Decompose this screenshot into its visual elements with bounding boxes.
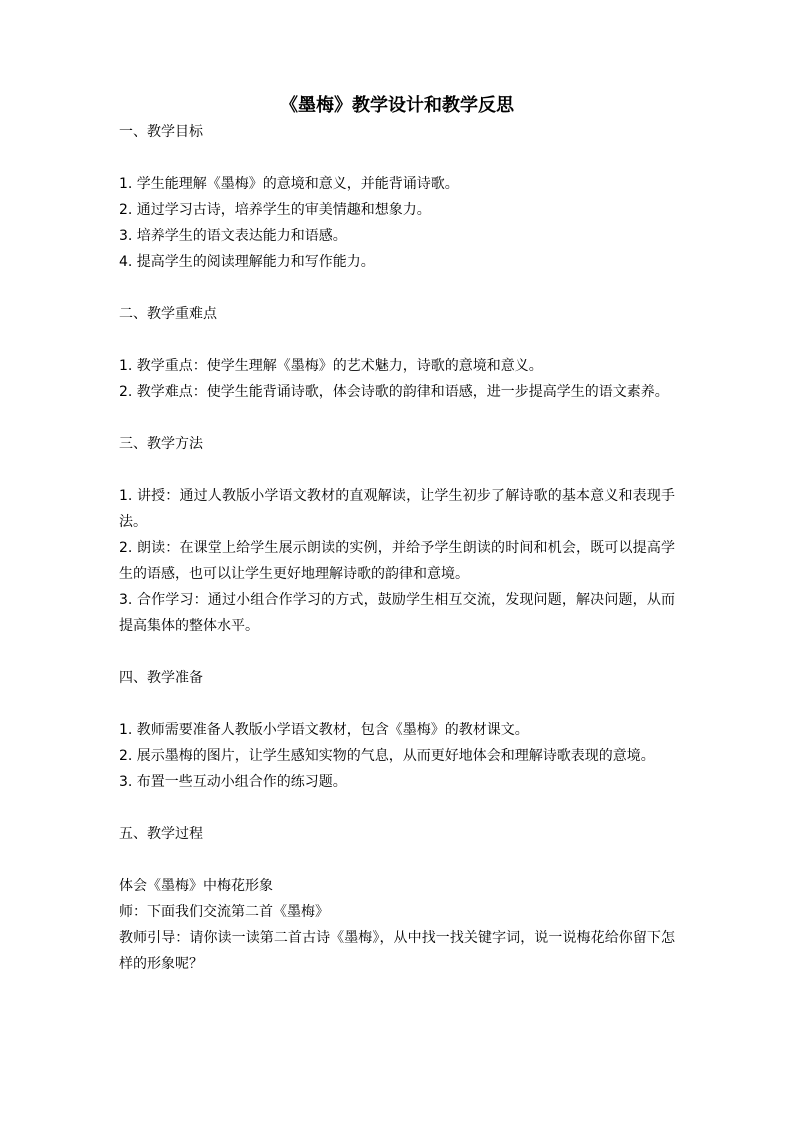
paragraph: 1. 学生能理解《墨梅》的意境和意义，并能背诵诗歌。 bbox=[119, 176, 459, 192]
paragraph: 3. 布置一些互动小组合作的练习题。 bbox=[119, 774, 347, 790]
section-heading-process: 五、教学过程 bbox=[119, 826, 203, 842]
section-heading-key-points: 二、教学重难点 bbox=[119, 306, 217, 322]
spacer bbox=[119, 639, 675, 665]
paragraph: 2. 教学难点：使学生能背诵诗歌，体会诗歌的韵律和语感，进一步提高学生的语文素养。 bbox=[119, 384, 669, 400]
paragraph: 3. 培养学生的语文表达能力和语感。 bbox=[119, 228, 347, 244]
spacer bbox=[119, 145, 675, 171]
spacer bbox=[119, 847, 675, 873]
section-heading-preparation: 四、教学准备 bbox=[119, 670, 203, 686]
paragraph: 师：下面我们交流第二首《墨梅》 bbox=[119, 904, 329, 920]
spacer bbox=[119, 691, 675, 717]
paragraph: 教师引导：请你读一读第二首古诗《墨梅》，从中找一找关键字词，说一说梅花给你留下怎样的形象呢？ bbox=[119, 930, 675, 972]
document-page bbox=[119, 93, 675, 977]
paragraph: 2. 展示墨梅的图片，让学生感知实物的气息，从而更好地体会和理解诗歌表现的意境。 bbox=[119, 748, 655, 764]
paragraph: 2. 通过学习古诗，培养学生的审美情趣和想象力。 bbox=[119, 202, 431, 218]
section-heading-goals: 一、教学目标 bbox=[119, 124, 203, 140]
spacer bbox=[119, 275, 675, 301]
paragraph: 1. 讲授：通过人教版小学语文教材的直观解读，让学生初步了解诗歌的基本意义和表现手法。 bbox=[119, 488, 675, 530]
spacer bbox=[119, 405, 675, 431]
paragraph: 3. 合作学习：通过小组合作学习的方式，鼓励学生相互交流，发现问题，解决问题，从而提高集体的整体水平。 bbox=[119, 592, 675, 634]
paragraph: 1. 教学重点：使学生理解《墨梅》的艺术魅力，诗歌的意境和意义。 bbox=[119, 358, 543, 374]
document-title: 《墨梅》教学设计和教学反思 bbox=[280, 95, 514, 116]
paragraph: 4. 提高学生的阅读理解能力和写作能力。 bbox=[119, 254, 375, 270]
spacer bbox=[119, 457, 675, 483]
spacer bbox=[119, 327, 675, 353]
paragraph: 2. 朗读：在课堂上给学生展示朗读的实例，并给予学生朗读的时间和机会，既可以提高学生的语感，也可以让学生更好地理解诗歌的韵律和意境。 bbox=[119, 540, 675, 582]
paragraph: 体会《墨梅》中梅花形象 bbox=[119, 878, 273, 894]
paragraph: 1. 教师需要准备人教版小学语文教材，包含《墨梅》的教材课文。 bbox=[119, 722, 529, 738]
spacer bbox=[119, 795, 675, 821]
section-heading-methods: 三、教学方法 bbox=[119, 436, 203, 452]
